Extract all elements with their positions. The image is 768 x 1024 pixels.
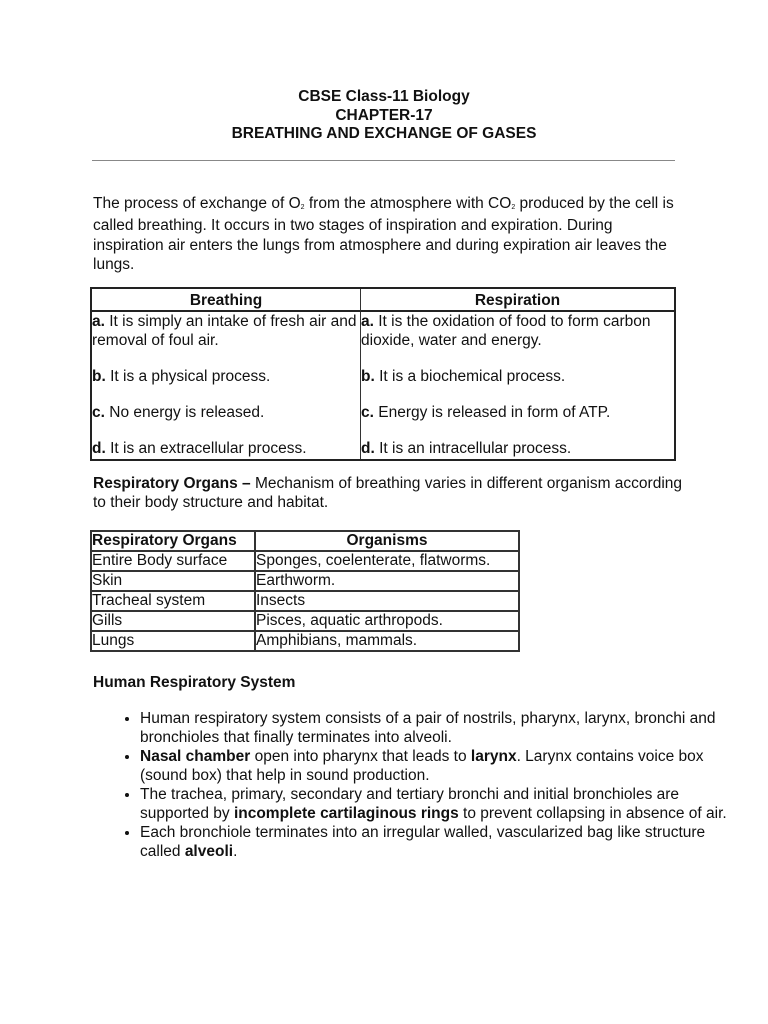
- list-item: • The trachea, primary, secondary and tertiary bronchi and initial bronchioles are supported by incomplete cartilaginous rings to prevent collapsing in absence of air.: [140, 785, 730, 823]
- column-header: Organisms: [255, 531, 519, 551]
- breathing-vs-respiration-table: [90, 287, 676, 461]
- table-point: d. It is an extracellular process.: [92, 440, 307, 457]
- table-point: a. It is the oxidation of food to form carbon dioxide, water and energy.: [361, 313, 651, 349]
- list-item: • Human respiratory system consists of a pair of nostrils, pharynx, larynx, bronchi and bronchioles that finally terminates into alveoli.: [140, 709, 730, 747]
- table-row: Lungs Amphibians, mammals.: [91, 631, 519, 651]
- table-point: c. No energy is released.: [92, 404, 265, 421]
- intro-paragraph: [93, 194, 683, 274]
- title-line-1: CBSE Class-11 Biology: [298, 88, 470, 105]
- table-point: a. It is simply an intake of fresh air and removal of foul air.: [92, 313, 357, 349]
- table-point: b. It is a physical process.: [92, 368, 271, 385]
- document-title: [0, 88, 768, 144]
- title-line-2: CHAPTER-17: [335, 106, 433, 124]
- title-line-3: BREATHING AND EXCHANGE OF GASES: [231, 125, 537, 142]
- organs-label: Respiratory Organs –: [93, 475, 251, 492]
- intro-text: produced by the cell is called breathing. It occurs in two stages of inspiration and expiration. During inspiration air enters the lungs from atmosphere and during expiration air leaves the lungs.: [93, 195, 674, 273]
- table-point: d. It is an intracellular process.: [361, 440, 572, 457]
- section-heading: Human Respiratory System: [93, 674, 296, 691]
- column-header: Respiration: [361, 289, 674, 312]
- divider: [92, 160, 675, 161]
- table-row: Entire Body surface Sponges, coelenterate, flatworms.: [91, 551, 519, 571]
- subscript: 2: [300, 204, 305, 211]
- list-item: • Nasal chamber open into pharynx that leads to larynx. Larynx contains voice box (sound box) that help in sound production.: [140, 747, 730, 785]
- intro-text: The process of exchange of O: [93, 195, 301, 212]
- column-header: Breathing: [92, 289, 361, 312]
- intro-text: from the atmosphere with CO: [304, 195, 512, 212]
- bullet-list: [93, 709, 730, 861]
- subscript: 2: [511, 204, 516, 211]
- table-row: Skin Earthworm.: [91, 571, 519, 591]
- respiratory-organs-table: [90, 530, 520, 652]
- column-header: Respiratory Organs: [91, 531, 255, 551]
- table-row: Gills Pisces, aquatic arthropods.: [91, 611, 519, 631]
- table-row: Tracheal system Insects: [91, 591, 519, 611]
- table-point: c. Energy is released in form of ATP.: [361, 404, 611, 421]
- respiration-cell: [361, 312, 674, 459]
- table-point: b. It is a biochemical process.: [361, 368, 566, 385]
- list-item: • Each bronchiole terminates into an irregular walled, vascularized bag like structure called alveoli.: [140, 823, 730, 861]
- breathing-cell: [92, 312, 361, 459]
- organs-paragraph: Respiratory Organs – Mechanism of breathing varies in different organism according to their body structure and habitat.: [93, 475, 683, 512]
